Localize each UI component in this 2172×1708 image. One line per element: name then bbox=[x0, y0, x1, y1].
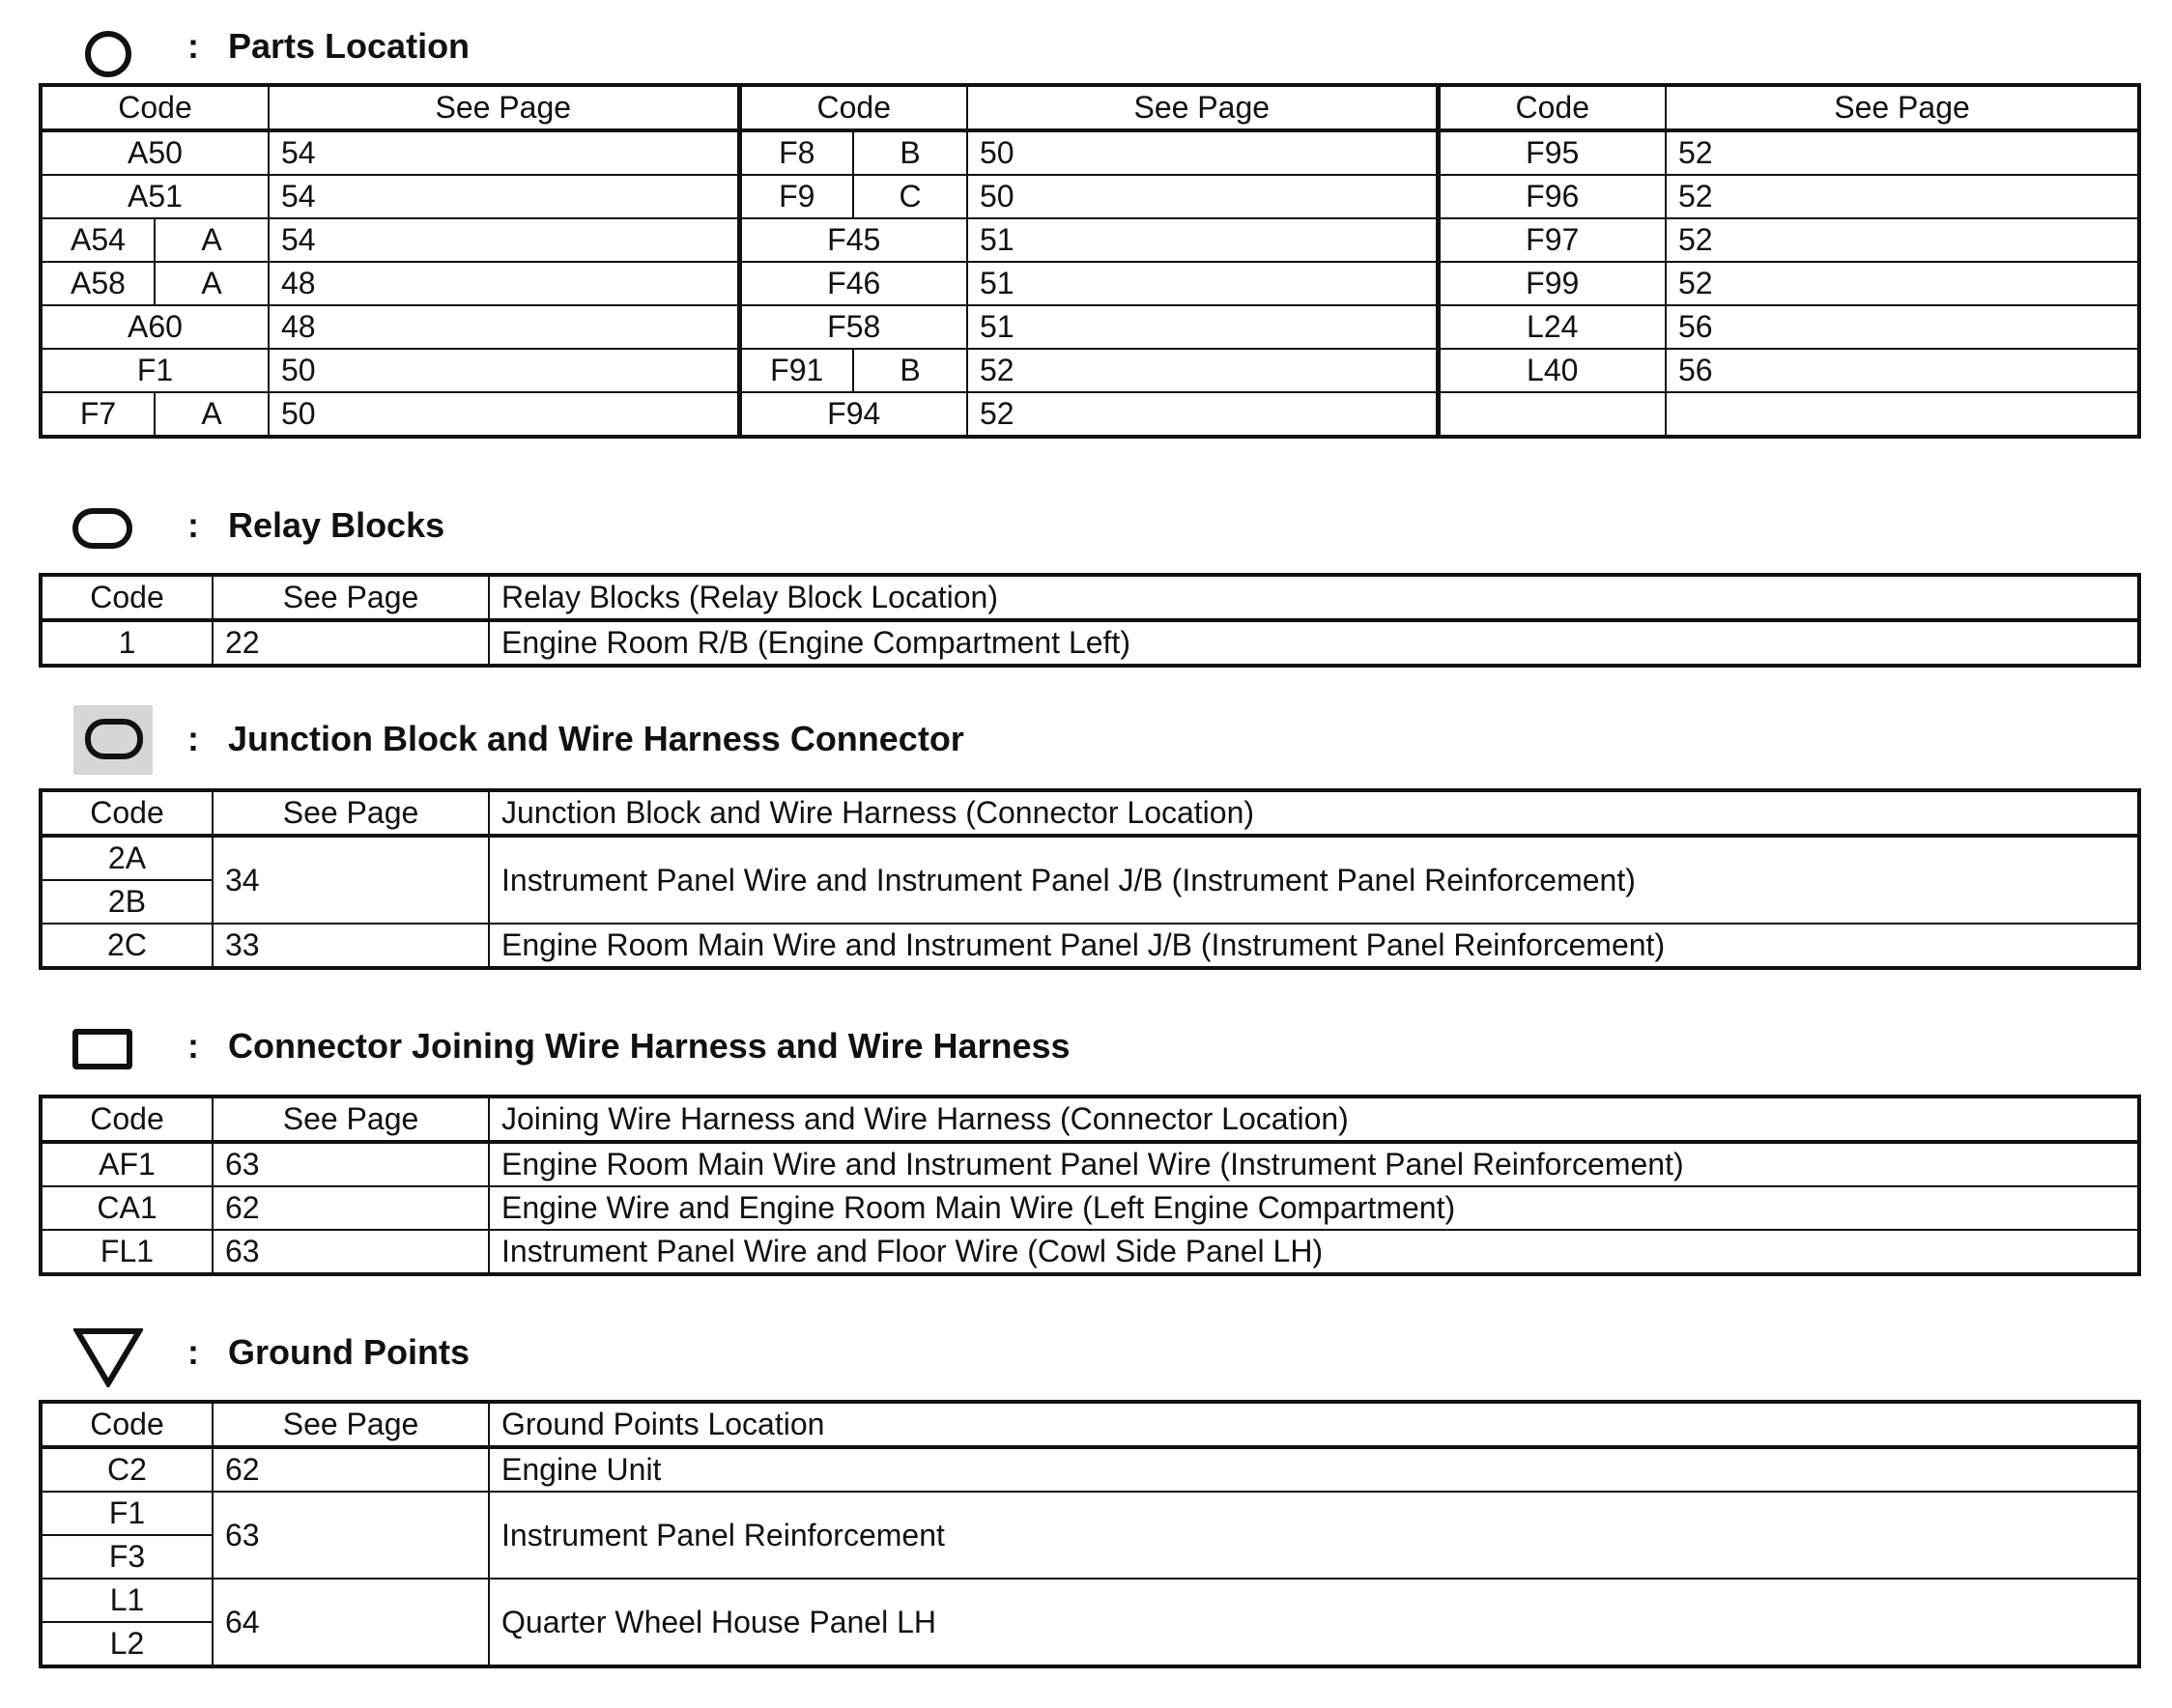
part-page: 54 bbox=[269, 175, 739, 218]
part-sub: A bbox=[155, 218, 269, 262]
part-page: 50 bbox=[269, 392, 739, 437]
col-description: Ground Points Location bbox=[489, 1402, 2139, 1447]
parts-location-header bbox=[0, 10, 2172, 87]
part-code: F91 bbox=[739, 349, 853, 392]
ground-points-title: Ground Points bbox=[228, 1332, 470, 1372]
table-row bbox=[41, 349, 2139, 392]
connector-title: Connector Joining Wire Harness and Wire Harness bbox=[228, 1026, 1071, 1066]
part-page: 56 bbox=[1666, 349, 2139, 392]
junction-block-title: Junction Block and Wire Harness Connector bbox=[228, 719, 964, 758]
col-see-page: See Page bbox=[213, 1096, 489, 1142]
part-code: A51 bbox=[41, 175, 269, 218]
part-code: F58 bbox=[739, 305, 967, 349]
connector-colon: : bbox=[187, 1026, 199, 1066]
rectangle-symbol-icon bbox=[72, 1029, 132, 1069]
relay-code: 1 bbox=[41, 620, 213, 666]
col-code: Code bbox=[41, 790, 213, 836]
connector-page: 62 bbox=[213, 1186, 489, 1230]
connector-desc: Engine Room Main Wire and Instrument Panel Wire (Instrument Panel Reinforcement) bbox=[489, 1142, 2139, 1186]
table-row bbox=[41, 130, 2139, 175]
part-code: F99 bbox=[1438, 262, 1666, 305]
part-code: A54 bbox=[41, 218, 155, 262]
relay-blocks-table bbox=[39, 573, 2141, 668]
relay-blocks-header bbox=[0, 489, 2172, 566]
parts-colon: : bbox=[187, 26, 199, 66]
part-page: 51 bbox=[967, 218, 1438, 262]
table-row bbox=[41, 1579, 2139, 1622]
connector-page: 63 bbox=[213, 1230, 489, 1274]
table-row bbox=[41, 924, 2139, 968]
relay-colon: : bbox=[187, 505, 199, 545]
part-code: A58 bbox=[41, 262, 155, 305]
junction-block-header bbox=[0, 705, 2172, 783]
table-row bbox=[41, 305, 2139, 349]
junction-block-symbol-icon bbox=[85, 719, 143, 759]
rounded-rect-symbol-icon bbox=[72, 508, 132, 549]
triangle-symbol-icon bbox=[73, 1327, 143, 1387]
part-code: L24 bbox=[1438, 305, 1666, 349]
parts-col-page-2: See Page bbox=[967, 85, 1438, 130]
part-code: F8 bbox=[739, 130, 853, 175]
part-page: 51 bbox=[967, 305, 1438, 349]
col-code: Code bbox=[41, 575, 213, 620]
col-description: Joining Wire Harness and Wire Harness (Connector Location) bbox=[489, 1096, 2139, 1142]
col-code: Code bbox=[41, 1402, 213, 1447]
part-page: 50 bbox=[967, 175, 1438, 218]
col-see-page: See Page bbox=[213, 575, 489, 620]
junction-code: 2B bbox=[41, 880, 213, 924]
col-description: Junction Block and Wire Harness (Connector Location) bbox=[489, 790, 2139, 836]
col-code: Code bbox=[41, 1096, 213, 1142]
part-code: F94 bbox=[739, 392, 967, 437]
ground-page: 63 bbox=[213, 1492, 489, 1579]
ground-points-header bbox=[0, 1316, 2172, 1393]
table-row bbox=[41, 1492, 2139, 1535]
relay-desc: Engine Room R/B (Engine Compartment Left) bbox=[489, 620, 2139, 666]
table-row bbox=[41, 218, 2139, 262]
ground-colon: : bbox=[187, 1332, 199, 1372]
relay-blocks-title: Relay Blocks bbox=[228, 505, 445, 545]
parts-location-title: Parts Location bbox=[228, 26, 471, 66]
part-code: F46 bbox=[739, 262, 967, 305]
part-page: 48 bbox=[269, 305, 739, 349]
ground-desc: Quarter Wheel House Panel LH bbox=[489, 1579, 2139, 1666]
ground-points-table bbox=[39, 1400, 2141, 1668]
part-sub: C bbox=[853, 175, 967, 218]
table-row bbox=[41, 175, 2139, 218]
junction-code: 2A bbox=[41, 836, 213, 880]
part-code: A60 bbox=[41, 305, 269, 349]
connector-header-row bbox=[41, 1096, 2139, 1142]
part-page: 52 bbox=[1666, 218, 2139, 262]
junction-page: 34 bbox=[213, 836, 489, 924]
parts-header-row bbox=[41, 85, 2139, 130]
part-page: 50 bbox=[269, 349, 739, 392]
table-row bbox=[41, 1230, 2139, 1274]
ground-code: F1 bbox=[41, 1492, 213, 1535]
connector-desc: Engine Wire and Engine Room Main Wire (Left Engine Compartment) bbox=[489, 1186, 2139, 1230]
junction-desc: Engine Room Main Wire and Instrument Panel J/B (Instrument Panel Reinforcement) bbox=[489, 924, 2139, 968]
part-code: F97 bbox=[1438, 218, 1666, 262]
ground-code: L1 bbox=[41, 1579, 213, 1622]
ground-code: L2 bbox=[41, 1622, 213, 1666]
col-see-page: See Page bbox=[213, 790, 489, 836]
junction-block-table bbox=[39, 788, 2141, 970]
ground-code: C2 bbox=[41, 1447, 213, 1492]
junction-desc: Instrument Panel Wire and Instrument Panel J/B (Instrument Panel Reinforcement) bbox=[489, 836, 2139, 924]
part-sub: A bbox=[155, 392, 269, 437]
part-code: F45 bbox=[739, 218, 967, 262]
part-sub: B bbox=[853, 349, 967, 392]
circle-symbol-icon bbox=[85, 31, 131, 77]
table-row bbox=[41, 1142, 2139, 1186]
part-page: 51 bbox=[967, 262, 1438, 305]
part-page: 52 bbox=[967, 392, 1438, 437]
parts-col-code-2: Code bbox=[739, 85, 967, 130]
junction-page: 33 bbox=[213, 924, 489, 968]
relay-page: 22 bbox=[213, 620, 489, 666]
part-page: 54 bbox=[269, 130, 739, 175]
junction-colon: : bbox=[187, 719, 199, 758]
connector-code: CA1 bbox=[41, 1186, 213, 1230]
part-page: 52 bbox=[967, 349, 1438, 392]
table-row bbox=[41, 392, 2139, 437]
part-page bbox=[1666, 392, 2139, 437]
part-page: 48 bbox=[269, 262, 739, 305]
table-row bbox=[41, 1186, 2139, 1230]
part-page: 54 bbox=[269, 218, 739, 262]
col-description: Relay Blocks (Relay Block Location) bbox=[489, 575, 2139, 620]
table-row bbox=[41, 836, 2139, 880]
ground-desc: Instrument Panel Reinforcement bbox=[489, 1492, 2139, 1579]
junction-code: 2C bbox=[41, 924, 213, 968]
table-row bbox=[41, 620, 2139, 666]
ground-header-row bbox=[41, 1402, 2139, 1447]
part-code: F96 bbox=[1438, 175, 1666, 218]
connector-code: AF1 bbox=[41, 1142, 213, 1186]
part-page: 52 bbox=[1666, 130, 2139, 175]
connector-desc: Instrument Panel Wire and Floor Wire (Cowl Side Panel LH) bbox=[489, 1230, 2139, 1274]
ground-page: 62 bbox=[213, 1447, 489, 1492]
ground-code: F3 bbox=[41, 1535, 213, 1579]
ground-desc: Engine Unit bbox=[489, 1447, 2139, 1492]
part-code: F1 bbox=[41, 349, 269, 392]
ground-page: 64 bbox=[213, 1579, 489, 1666]
connector-code: FL1 bbox=[41, 1230, 213, 1274]
part-code: L40 bbox=[1438, 349, 1666, 392]
relay-header-row bbox=[41, 575, 2139, 620]
col-see-page: See Page bbox=[213, 1402, 489, 1447]
part-code: F7 bbox=[41, 392, 155, 437]
part-code: F9 bbox=[739, 175, 853, 218]
part-page: 52 bbox=[1666, 175, 2139, 218]
part-code: A50 bbox=[41, 130, 269, 175]
part-code: F95 bbox=[1438, 130, 1666, 175]
junction-header-row bbox=[41, 790, 2139, 836]
part-sub: B bbox=[853, 130, 967, 175]
parts-col-code-1: Code bbox=[41, 85, 269, 130]
connector-table bbox=[39, 1095, 2141, 1276]
connector-page: 63 bbox=[213, 1142, 489, 1186]
part-sub: A bbox=[155, 262, 269, 305]
part-page: 50 bbox=[967, 130, 1438, 175]
part-code bbox=[1438, 392, 1666, 437]
part-page: 52 bbox=[1666, 262, 2139, 305]
parts-col-page-3: See Page bbox=[1666, 85, 2139, 130]
table-row bbox=[41, 1447, 2139, 1492]
parts-location-table bbox=[39, 83, 2141, 439]
parts-col-code-3: Code bbox=[1438, 85, 1666, 130]
table-row bbox=[41, 262, 2139, 305]
connector-header bbox=[0, 1010, 2172, 1087]
parts-col-page-1: See Page bbox=[269, 85, 739, 130]
part-page: 56 bbox=[1666, 305, 2139, 349]
